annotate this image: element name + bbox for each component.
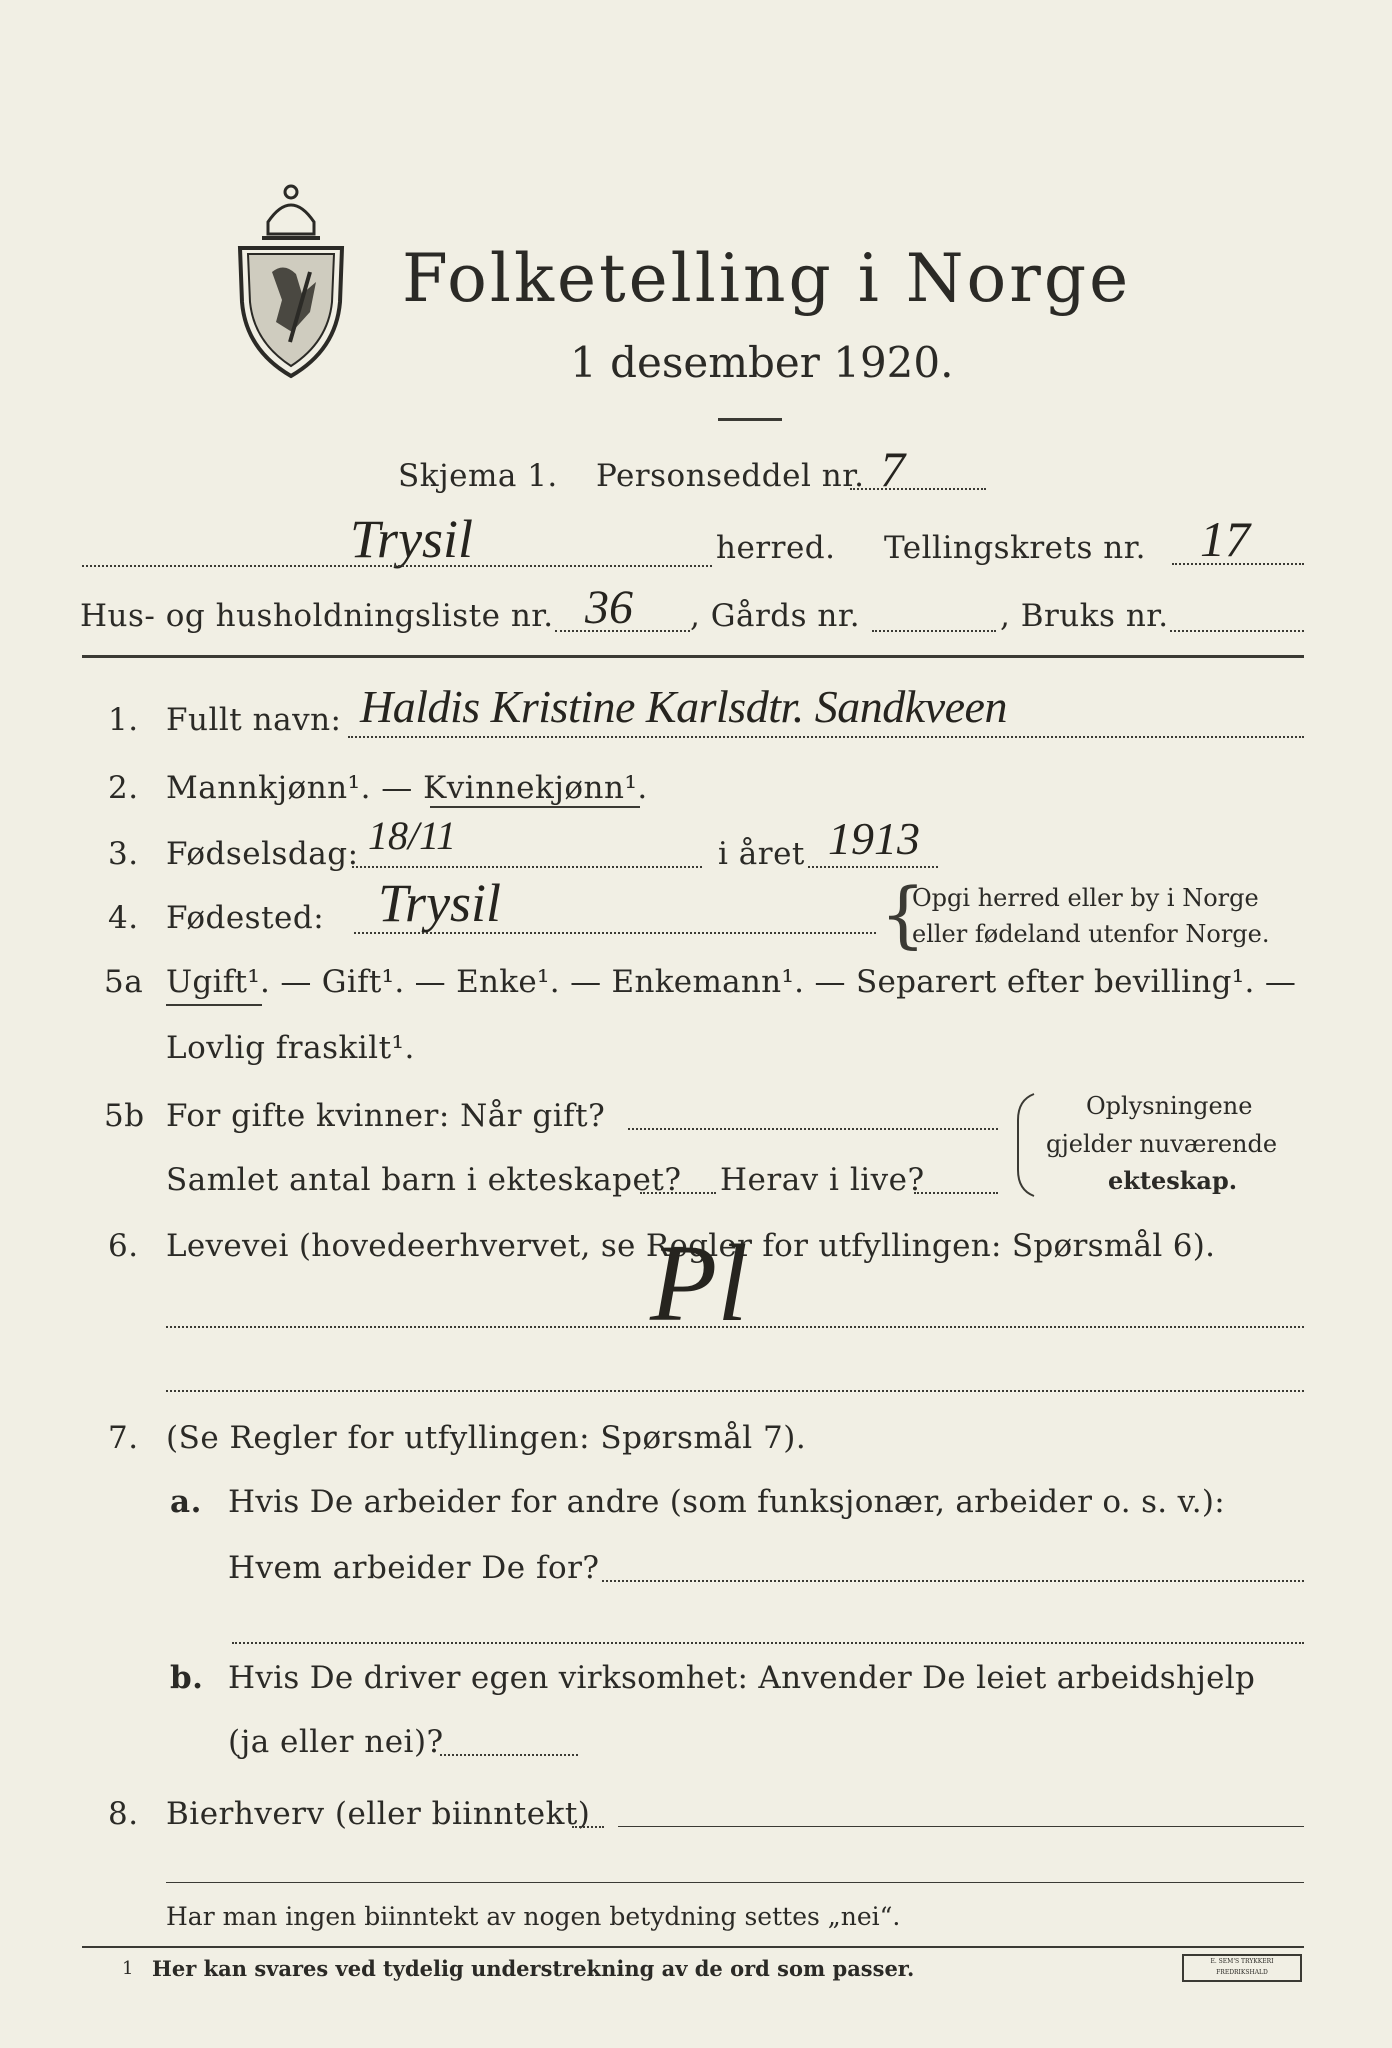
q4-note-line2: eller fødeland utenfor Norge.: [912, 920, 1270, 948]
q6-number: 6.: [108, 1228, 139, 1264]
q8-line-2: [166, 1882, 1304, 1883]
footnote-number: 1: [122, 1958, 134, 1979]
q2-sex-options: Mannkjønn¹. — Kvinnekjønn¹.: [166, 770, 648, 806]
q8-number: 8.: [108, 1796, 139, 1832]
q1-label: Fullt navn:: [166, 702, 342, 738]
q6-line-2: [166, 1390, 1304, 1392]
q3-year-line: [808, 866, 938, 868]
q5b-bracket: [1010, 1090, 1040, 1200]
herred-label: herred.: [716, 530, 836, 566]
q4-label: Fødested:: [166, 900, 325, 936]
personseddel-line: [850, 488, 986, 490]
q5b-married-line: [628, 1128, 998, 1130]
q4-brace: {: [880, 872, 926, 956]
q8-line-dots: [572, 1826, 604, 1828]
q4-number: 4.: [108, 900, 139, 936]
q4-birthplace-value[interactable]: Trysil: [378, 873, 502, 933]
footnote-text: Her kan svares ved tydelig understrekning av de ord som passer.: [152, 1956, 915, 1981]
footer-divider: [82, 1946, 1304, 1948]
form-date: 1 desember 1920.: [570, 338, 954, 387]
q2-number: 2.: [108, 770, 139, 806]
q5b-note-1: Oplysningene: [1086, 1092, 1253, 1120]
gards-line: [872, 630, 996, 632]
q5a-marital-options: Ugift¹. — Gift¹. — Enke¹. — Enkemann¹. — Separert efter bevilling¹. —: [166, 964, 1297, 1000]
q5a-underline-ugift: [166, 1004, 262, 1006]
footer-note: Har man ingen biinntekt av nogen betydning settes „nei“.: [166, 1902, 901, 1931]
q3-label: Fødselsdag:: [166, 836, 359, 872]
bruks-line: [1170, 630, 1304, 632]
q3-year-label: i året: [718, 836, 805, 872]
q3-line: [352, 866, 702, 868]
q7a-line: [602, 1580, 1304, 1582]
title-divider: [718, 418, 782, 421]
q5b-note-2: gjelder nuværende: [1046, 1130, 1278, 1158]
q5b-note-3: ekteskap.: [1108, 1166, 1238, 1195]
q5b-married-label: For gifte kvinner: Når gift?: [166, 1098, 606, 1134]
q6-occupation-value[interactable]: Pl: [650, 1222, 748, 1344]
q8-line: [618, 1826, 1304, 1827]
q7b-line: [440, 1754, 578, 1756]
q7b-letter: b.: [170, 1660, 204, 1696]
q8-label: Bierhverv (eller biinntekt): [166, 1796, 591, 1832]
printer-stamp: E. SEM'S TRYKKERI FREDRIKSHALD: [1182, 1954, 1302, 1982]
husliste-value[interactable]: 36: [585, 581, 633, 634]
skjema-label: Skjema 1.: [398, 458, 558, 494]
q7a-letter: a.: [170, 1484, 202, 1520]
tellingskrets-label: Tellingskrets nr.: [884, 530, 1146, 566]
q3-year-value[interactable]: 1913: [828, 813, 920, 864]
q1-full-name[interactable]: Haldis Kristine Karlsdtr. Sandkveen: [360, 681, 1007, 732]
q7b-line2: (ja eller nei)?: [228, 1724, 444, 1760]
tellingskrets-value[interactable]: 17: [1200, 511, 1250, 567]
q7-label: (Se Regler for utfyllingen: Spørsmål 7).: [166, 1420, 807, 1456]
q5b-children-label: Samlet antal barn i ekteskapet?: [166, 1162, 682, 1198]
form-title: Folketelling i Norge: [402, 240, 1132, 317]
q7a-line1: Hvis De arbeider for andre (som funksjonær, arbeider o. s. v.):: [228, 1484, 1226, 1520]
bruks-label: , Bruks nr.: [1000, 598, 1169, 634]
q5b-number: 5b: [104, 1098, 145, 1134]
q3-birthday-value[interactable]: 18/11: [368, 813, 457, 858]
q1-number: 1.: [108, 702, 139, 738]
q5b-alive-label: Herav i live?: [720, 1162, 925, 1198]
herred-value[interactable]: Trysil: [350, 509, 474, 569]
q4-note-line1: Opgi herred eller by i Norge: [912, 884, 1259, 912]
q5b-children-line: [640, 1192, 716, 1194]
q7a-line-2: [232, 1642, 1304, 1644]
q2-underline-kvinnekjonn: [430, 806, 640, 808]
herred-line: [82, 565, 712, 567]
q7b-line1: Hvis De driver egen virksomhet: Anvender De leiet arbeidshjelp: [228, 1660, 1256, 1696]
gards-label: , Gårds nr.: [690, 598, 861, 634]
q5b-alive-line: [914, 1192, 998, 1194]
husliste-label: Hus- og husholdningsliste nr.: [80, 598, 554, 634]
personseddel-value[interactable]: 7: [880, 441, 905, 497]
q1-line: [348, 736, 1304, 738]
q5a-marital-options-2: Lovlig fraskilt¹.: [166, 1030, 415, 1066]
personseddel-label: Personseddel nr.: [596, 458, 865, 494]
q5a-number: 5a: [104, 964, 144, 1000]
q6-label: Levevei (hovedeerhvervet, se Regler for utfyllingen: Spørsmål 6).: [166, 1228, 1216, 1264]
q7a-line2: Hvem arbeider De for?: [228, 1550, 600, 1586]
header-divider: [82, 655, 1304, 658]
q7-number: 7.: [108, 1420, 139, 1456]
q3-number: 3.: [108, 836, 139, 872]
coat-of-arms-icon: [232, 182, 350, 382]
q6-line-1: [166, 1326, 1304, 1328]
